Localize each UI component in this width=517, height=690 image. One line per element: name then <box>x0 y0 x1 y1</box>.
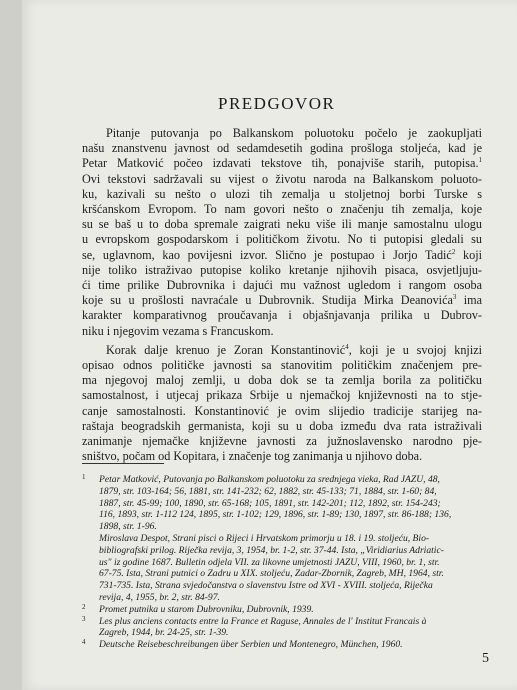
text-line: Korak dalje krenuo je Zoran Konstantinović$^4$, koji je u svojoj knjizi <box>106 342 482 357</box>
text-line: ći time prilike Dubrovnika i dajući mu važnost ugledom i rangom osoba <box>82 278 482 293</box>
footnote-divider <box>82 463 164 464</box>
footnote-line: 67-75. Ista, Strani putnici o Zadru u XIX. stoljeću, Zadar-Zbornik, Zagreb, MH, 1964, str. <box>99 568 444 580</box>
footnote-1 <box>82 474 482 533</box>
footnote-number: 2 <box>82 602 86 611</box>
text-line: opisao odnos političke javnosti sa stanovitim političkim značenjem pre- <box>82 358 482 373</box>
footnote-line: 731-735. Ista, Strana svjedočanstva o slavenstvu Istre od XVI - XVIII. stoljeća, Riječka <box>99 580 433 592</box>
main-text <box>82 126 482 464</box>
footnote-2 <box>82 604 482 616</box>
text-line: ku, kazivali su nešto o ulozi tih zemalja u stoljetnoj borbi Turske s <box>82 186 482 201</box>
page-title: PREDGOVOR <box>218 94 336 113</box>
footnote-ref: 1 <box>478 156 482 165</box>
footnote-line: Miroslava Despot, Strani pisci o Rijeci i Hrvatskom primorju u 18. i 19. stoljeću, Bio- <box>99 532 430 544</box>
footnote-line: Deutsche Reisebeschreibungen über Serbien und Montenegro, München, 1960. <box>99 639 403 651</box>
text-line: canje samostalnosti. Konstantinović je ovim slijedio tradicije starijeg na- <box>82 403 482 418</box>
footnote-1-continued <box>82 533 482 604</box>
footnote-line: 1879, str. 103-164; 56, 1881, str. 141-232; 62, 1882, str. 45-133; 71, 1884, str. 1-60; 84, <box>99 485 437 497</box>
footnote-line: Promet putnika u starom Dubrovniku, Dubrovnik, 1939. <box>99 603 314 615</box>
text-line: Ovi tekstovi sadržavali su vijest o životu naroda na Balkanskom poluoto- <box>82 171 482 186</box>
footnote-line: us" iz godine 1687. Bulletin odjela VII. za likovne umjetnosti JAZU, VIII, 1960, br. 1, str. <box>99 556 440 568</box>
text-line: kršćanskom Evropom. To nam govori nešto o značenju tih zemalja, koje <box>82 202 482 217</box>
footnote-number: 3 <box>82 614 86 623</box>
text-line: zanimanje njemačke književne javnosti za južnoslavensko narodno pje- <box>82 434 482 449</box>
footnote-line: revija, 4, 1955, br. 2, str. 84-97. <box>99 591 220 603</box>
text-line: u evropskom gospodarskom i političkom životu. No ti putopisi gledali su <box>82 232 482 247</box>
footnote-number: 1 <box>82 473 86 481</box>
text-line: nije toliko istraživao putopise koliko kretanje njihovih pisaca, osvjetljuju- <box>82 262 482 277</box>
footnote-ref: 4 <box>345 342 349 351</box>
text-line: ma njegovoj maloj zemlji, u doba dok se ta zemlja borila za političku <box>82 373 482 388</box>
footnote-3 <box>82 616 482 640</box>
text-line: Pitanje putovanja po Balkanskom poluotoku počelo je zaokupljati <box>106 126 482 140</box>
text-line: našu znanstvenu javnost od sedamdesetih godina prošloga stoljeća, kad je <box>82 141 482 156</box>
text-line: su se baš u to doba spremale zaigrati neku više ili manje samostalnu ulogu <box>82 217 482 232</box>
footnote-line: 116, 1893, str. 1-112 124, 1895, str. 1-102; 129, 1896, str. 1-89; 130, 1897, str. 86-188; 136, <box>99 509 452 521</box>
footnote-line: Zagreb, 1944, br. 24-25, str. 1-39. <box>99 627 229 639</box>
footnote-4 <box>82 639 482 651</box>
text-line: karakter komparativnog proučavanja i objašnjavanja prilika u Dubrov- <box>82 308 482 323</box>
page-number: 5 <box>482 651 489 666</box>
footnote-line: Les plus anciens contacts entre la France et Raguse, Annales de l' Institut Francais à <box>99 615 427 627</box>
footnote-ref: 2 <box>451 247 456 256</box>
text-line: raštaja beogradskih germanista, koji su u doba između dva rata istraživali <box>82 418 482 433</box>
paragraph-2 <box>82 343 482 465</box>
book-page <box>22 0 517 690</box>
text-line: niku i njegovim vezama s Francuskom. <box>82 323 274 338</box>
footnote-line: 1887, str. 45-99; 100, 1890, str. 65-168; 105, 1891, str. 142-201; 112, 1892, str. 154-243; <box>99 497 441 509</box>
footnotes <box>82 474 482 651</box>
text-line: koje su u prošlosti navraćale u Dubrovnik. Studija Mirka Deanovića$^3$ ima <box>82 293 482 308</box>
footnote-ref: 3 <box>452 293 457 302</box>
footnote-number: 4 <box>82 638 86 647</box>
text-line: sništvo, počam od Kopitara, i značenje tog zanimanja u njihovo doba. <box>82 449 423 464</box>
text-line: samostalnost, i utjecaj prikaza Srbije u njemačkoj književnosti na to stje- <box>82 388 482 403</box>
text-line: Petar Matković počeo izdavati tekstove tih, ponajviše starih, putopisa.$^1$ <box>82 156 482 171</box>
footnote-line: Petar Matković, Putovanja po Balkanskom poluotoku za srednjega vieka, Rad JAZU, 48, <box>99 474 440 485</box>
paragraph-1 <box>82 126 482 339</box>
text-line: se, uglavnom, kao povijesni izvor. Slično je postupao i Jorjo Tadić$^2$ koji <box>82 247 482 262</box>
footnote-line: bibliografski prilog. Riječka revija, 3, 1954, br. 1-2, str. 37-44. Ista, „Viridiarius Adriatic- <box>99 544 444 556</box>
footnote-line: 1898, str. 1-96. <box>99 521 157 533</box>
